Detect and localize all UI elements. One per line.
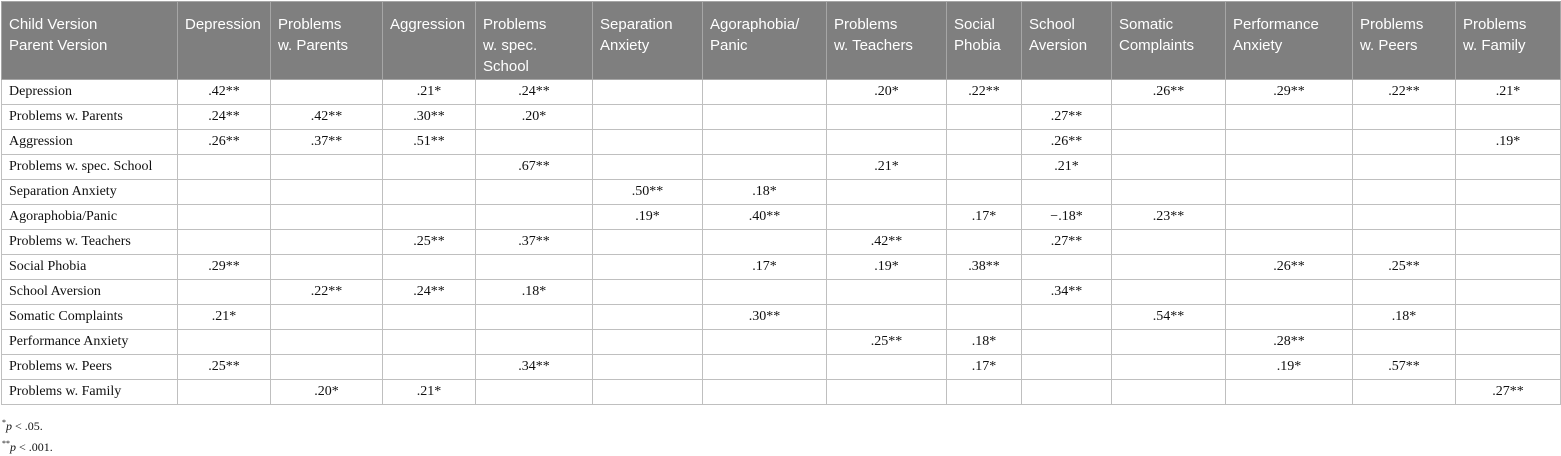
table-row [2,205,1561,230]
column-header-line: Depression [185,16,261,33]
correlation-cell [271,355,383,380]
correlation-cell [476,380,593,405]
correlation-cell: .17* [703,255,827,280]
correlation-cell [593,330,703,355]
correlation-cell: .29** [178,255,271,280]
correlation-cell: .23** [1112,205,1226,230]
correlation-cell [1112,230,1226,255]
footnote-symbol: p [6,419,12,433]
correlation-cell: .42** [271,105,383,130]
corner-child-version: Child Version [9,16,98,33]
correlation-cell [827,130,947,155]
column-header-line: Problems [278,16,342,33]
column-header [1112,2,1226,80]
correlation-cell: .17* [947,355,1022,380]
correlation-cell [703,380,827,405]
correlation-cell: .21* [1456,80,1561,105]
correlation-cell: .20* [827,80,947,105]
column-header-line: School [1029,16,1075,33]
correlation-cell [1456,180,1561,205]
correlation-cell: .17* [947,205,1022,230]
correlation-cell [1353,330,1456,355]
correlation-cell [1456,205,1561,230]
footnote-text: < .001. [16,440,53,454]
row-label: Problems w. spec. School [2,155,178,180]
correlation-cell [1226,155,1353,180]
column-header-line: Problems [483,16,547,33]
correlation-cell [827,280,947,305]
correlation-cell [947,230,1022,255]
row-label: Problems w. Family [2,380,178,405]
correlation-cell [178,380,271,405]
correlation-cell [271,180,383,205]
correlation-cell: .26** [1022,130,1112,155]
row-label: Performance Anxiety [2,330,178,355]
correlation-cell: .21* [178,305,271,330]
correlation-cell [827,305,947,330]
correlation-cell [1456,255,1561,280]
correlation-cell: .18* [947,330,1022,355]
column-header-line: w. spec. [483,37,538,54]
correlation-cell [178,180,271,205]
correlation-cell [827,380,947,405]
column-header-line: w. Family [1463,37,1526,54]
correlation-cell [1022,380,1112,405]
correlation-cell [1456,230,1561,255]
correlation-cell: .26** [178,130,271,155]
correlation-cell [271,305,383,330]
correlation-cell: .30** [383,105,476,130]
correlation-cell: .37** [271,130,383,155]
correlation-cell: .21* [1022,155,1112,180]
correlation-cell: .30** [703,305,827,330]
correlation-cell: .42** [178,80,271,105]
row-label: Somatic Complaints [2,305,178,330]
correlation-cell: .34** [476,355,593,380]
correlation-cell [271,80,383,105]
correlation-cell: .21* [383,80,476,105]
correlation-cell: .21* [827,155,947,180]
correlation-cell: .19* [1456,130,1561,155]
correlation-cell [271,330,383,355]
column-header [947,2,1022,80]
corner-parent-version: Parent Version [9,37,108,54]
correlation-cell [178,205,271,230]
correlation-cell [1112,180,1226,205]
table-row [2,380,1561,405]
column-header-line: Somatic [1119,16,1174,33]
column-header-line: Phobia [954,37,1001,54]
footnote-mark: * [2,418,6,427]
table-row [2,80,1561,105]
correlation-cell [178,280,271,305]
correlation-cell [1022,355,1112,380]
correlation-cell [1353,155,1456,180]
column-header-line: Anxiety [1233,37,1283,54]
correlation-table [1,1,1561,405]
correlation-cell: .26** [1226,255,1353,280]
column-header-line: Separation [600,16,673,33]
correlation-cell: .25** [1353,255,1456,280]
row-label: Depression [2,80,178,105]
correlation-cell: .22** [271,280,383,305]
correlation-cell [593,80,703,105]
correlation-cell [476,255,593,280]
correlation-cell [1226,205,1353,230]
table-row [2,305,1561,330]
correlation-cell [1226,230,1353,255]
table-row [2,355,1561,380]
correlation-cell [703,130,827,155]
correlation-cell [947,280,1022,305]
correlation-cell [178,330,271,355]
column-header-line: Social [954,16,995,33]
correlation-cell: .51** [383,130,476,155]
correlation-cell: .29** [1226,80,1353,105]
column-header [1022,2,1112,80]
footnotes [2,414,53,456]
correlation-cell: .40** [703,205,827,230]
correlation-cell [1112,155,1226,180]
correlation-cell [1456,330,1561,355]
correlation-cell [1226,130,1353,155]
correlation-cell [1022,180,1112,205]
row-label: School Aversion [2,280,178,305]
correlation-cell [383,305,476,330]
correlation-cell [1353,130,1456,155]
correlation-cell [947,180,1022,205]
correlation-cell: .67** [476,155,593,180]
row-label: Problems w. Peers [2,355,178,380]
row-label: Agoraphobia/Panic [2,205,178,230]
correlation-cell [827,205,947,230]
correlation-cell [1112,280,1226,305]
column-header [827,2,947,80]
column-header-line: Anxiety [600,37,650,54]
correlation-cell [476,305,593,330]
correlation-cell: .24** [178,105,271,130]
correlation-cell: .25** [827,330,947,355]
correlation-cell: .24** [383,280,476,305]
correlation-cell [476,330,593,355]
correlation-cell: .18* [1353,305,1456,330]
correlation-cell: .38** [947,255,1022,280]
row-label: Separation Anxiety [2,180,178,205]
correlation-cell: .34** [1022,280,1112,305]
correlation-cell [1022,305,1112,330]
correlation-cell [1022,330,1112,355]
correlation-cell [947,155,1022,180]
footnote-mark: ** [2,439,10,448]
correlation-cell: .42** [827,230,947,255]
correlation-cell: .18* [476,280,593,305]
correlation-cell [1022,80,1112,105]
column-header-line: Aversion [1029,37,1088,54]
correlation-cell [947,305,1022,330]
correlation-cell [1112,130,1226,155]
correlation-cell: .19* [1226,355,1353,380]
correlation-cell: .22** [947,80,1022,105]
correlation-cell [827,355,947,380]
correlation-cell: .19* [593,205,703,230]
column-header-line: Agoraphobia/ [710,16,800,33]
correlation-cell [593,155,703,180]
correlation-cell [703,80,827,105]
correlation-cell: .26** [1112,80,1226,105]
correlation-cell: .57** [1353,355,1456,380]
table-row [2,130,1561,155]
footnote-text: < .05. [12,419,43,433]
correlation-cell [703,155,827,180]
correlation-cell: .22** [1353,80,1456,105]
table-row [2,155,1561,180]
correlation-cell [703,355,827,380]
correlation-cell: .21* [383,380,476,405]
correlation-cell [1353,205,1456,230]
correlation-cell [703,280,827,305]
correlation-cell: .27** [1456,380,1561,405]
correlation-cell [1456,280,1561,305]
correlation-cell [1112,380,1226,405]
correlation-cell [703,330,827,355]
column-header [703,2,827,80]
correlation-cell [476,130,593,155]
column-header-line: Aggression [390,16,466,33]
correlation-cell [593,255,703,280]
table-row [2,330,1561,355]
correlation-cell [1353,230,1456,255]
table-row [2,255,1561,280]
correlation-cell [1456,355,1561,380]
correlation-cell [593,105,703,130]
correlation-cell [827,105,947,130]
correlation-cell: .25** [178,355,271,380]
correlation-cell [703,105,827,130]
table-body [2,80,1561,405]
correlation-cell [1353,380,1456,405]
correlation-cell: .20* [476,105,593,130]
correlation-cell [827,180,947,205]
correlation-cell [383,330,476,355]
column-header [178,2,271,80]
correlation-cell [178,155,271,180]
corner-header [2,2,178,80]
row-label: Problems w. Parents [2,105,178,130]
correlation-cell [703,230,827,255]
table-row [2,230,1561,255]
correlation-cell [593,305,703,330]
correlation-cell [383,355,476,380]
correlation-cell [271,230,383,255]
footnote-p05 [2,414,53,435]
table-row [2,105,1561,130]
correlation-cell [1226,280,1353,305]
column-header-line: Performance [1233,16,1319,33]
correlation-cell [383,155,476,180]
correlation-cell [947,130,1022,155]
correlation-cell [476,205,593,230]
column-header [476,2,593,80]
correlation-cell [1353,280,1456,305]
correlation-cell [947,105,1022,130]
correlation-cell: .20* [271,380,383,405]
correlation-cell [1226,180,1353,205]
column-header-line: Problems [834,16,898,33]
correlation-cell: .37** [476,230,593,255]
column-header [1353,2,1456,80]
column-header [593,2,703,80]
column-header [1226,2,1353,80]
correlation-cell: .50** [593,180,703,205]
column-header-line: w. Teachers [834,37,913,54]
column-header-line: w. Parents [278,37,349,54]
correlation-cell: .19* [827,255,947,280]
row-label: Problems w. Teachers [2,230,178,255]
correlation-cell [1112,355,1226,380]
correlation-cell [1112,330,1226,355]
header-row [2,2,1561,80]
correlation-cell [1226,105,1353,130]
correlation-cell: −.18* [1022,205,1112,230]
row-label: Social Phobia [2,255,178,280]
column-header-line: Problems [1463,16,1527,33]
correlation-cell [1353,105,1456,130]
correlation-cell [593,355,703,380]
correlation-cell [476,180,593,205]
correlation-cell [593,230,703,255]
column-header-line: Panic [710,37,748,54]
row-label: Aggression [2,130,178,155]
correlation-cell [178,230,271,255]
correlation-cell: .54** [1112,305,1226,330]
correlation-cell: .27** [1022,105,1112,130]
correlation-cell [1456,105,1561,130]
correlation-cell: .25** [383,230,476,255]
column-header-line: School [483,58,529,75]
correlation-cell [1353,180,1456,205]
correlation-cell [383,180,476,205]
column-header [271,2,383,80]
column-header [1456,2,1561,80]
correlation-cell [947,380,1022,405]
correlation-cell [593,280,703,305]
column-header-line: Problems [1360,16,1424,33]
column-header-line: Complaints [1119,37,1195,54]
correlation-cell [1022,255,1112,280]
column-header-line: w. Peers [1360,37,1418,54]
correlation-cell [271,155,383,180]
correlation-cell: .27** [1022,230,1112,255]
correlation-cell [271,255,383,280]
correlation-cell [1226,380,1353,405]
correlation-cell [1226,305,1353,330]
correlation-cell [593,380,703,405]
correlation-cell: .24** [476,80,593,105]
correlation-cell [1112,255,1226,280]
correlation-cell [1456,155,1561,180]
footnote-symbol: p [10,440,16,454]
correlation-cell: .18* [703,180,827,205]
correlation-cell [383,205,476,230]
column-header [383,2,476,80]
table-row [2,280,1561,305]
correlation-cell [383,255,476,280]
correlation-cell: .28** [1226,330,1353,355]
table-row [2,180,1561,205]
correlation-cell [593,130,703,155]
correlation-cell [1456,305,1561,330]
correlation-cell [271,205,383,230]
correlation-cell [1112,105,1226,130]
